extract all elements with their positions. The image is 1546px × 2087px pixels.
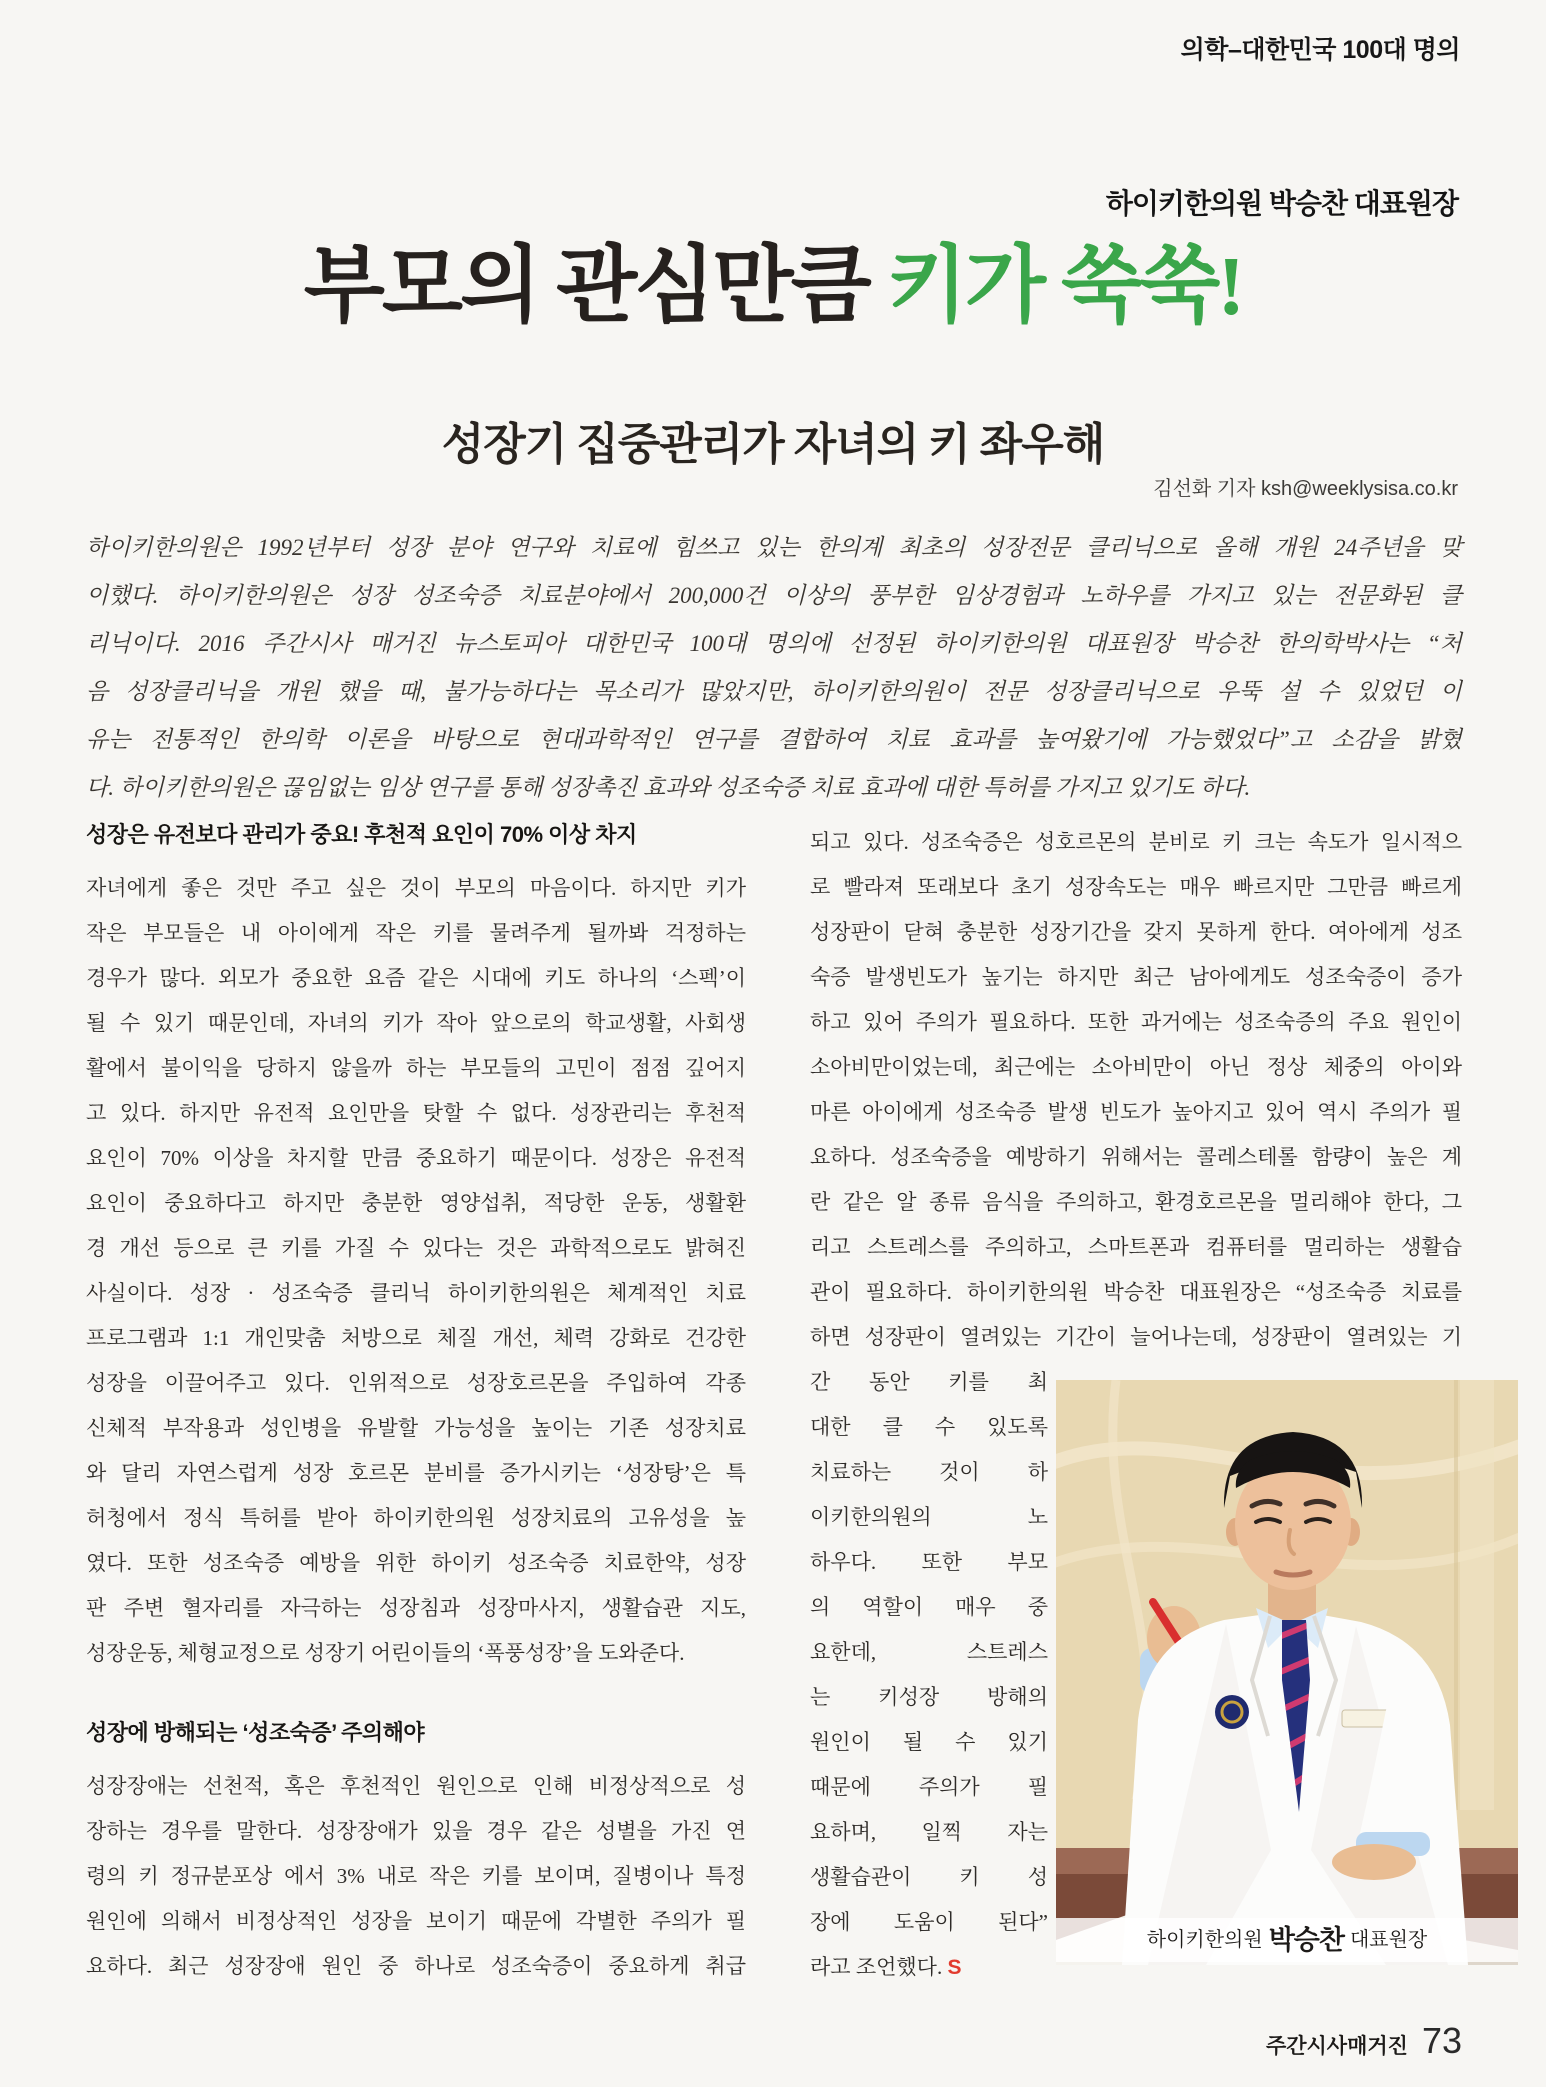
text-line: 성장판이 닫혀 충분한 성장기간을 갖지 못하게 한다. 여아에게 성조 — [810, 920, 1462, 944]
text-line: 는 키성장 방해의 — [810, 1685, 1048, 1709]
text-line: 마른 아이에게 성조숙증 발생 빈도가 높아지고 있어 역시 주의가 필 — [810, 1100, 1462, 1124]
text-line: 성장장애는 선천적, 혹은 후천적인 원인으로 인해 비정상적으로 성 — [86, 1774, 746, 1798]
article-title — [0, 218, 1546, 339]
text-line: 유는 전통적인 한의학 이론을 바탕으로 현대과학적인 연구를 결합하여 치료 효과를 높여왔기에 가능했었다”고 소감을 밝혔 — [86, 727, 1462, 752]
text-line: 이했다. 하이키한의원은 성장 성조숙증 치료분야에서 200,000건 이상의 풍부한 임상경험과 노하우를 가지고 있는 전문화된 클 — [86, 583, 1462, 608]
text-line: 작은 부모들은 내 아이에게 작은 키를 물려주게 될까봐 걱정하는 — [86, 921, 746, 945]
text-line: 숙증 발생빈도가 높기는 하지만 최근 남아에게도 성조숙증이 증가 — [810, 965, 1462, 989]
photo-caption — [1056, 1918, 1518, 1962]
text-line: 대한 클 수 있도록 — [810, 1415, 1048, 1439]
article-title-black: 부모의 관심만큼 — [303, 240, 887, 333]
text-line: 다. 하이키한의원은 끊임없는 임상 연구를 통해 성장촉진 효과와 성조숙증 치료 효과에 대한 특허를 가지고 있기도 하다. — [86, 775, 1251, 800]
text-line: 이키한의원의 노 — [810, 1505, 1048, 1529]
text-line: 와 달리 자연스럽게 성장 호르몬 분비를 증가시키는 ‘성장탕’은 특 — [86, 1461, 746, 1485]
text-line: 사실이다. 성장 · 성조숙증 클리닉 하이키한의원은 체계적인 치료 — [86, 1281, 746, 1305]
byline: 김선화 기자 ksh@weeklysisa.co.kr — [1153, 478, 1458, 500]
text-line: 리닉이다. 2016 주간시사 매거진 뉴스토피아 대한민국 100대 명의에 선정된 하이키한의원 대표원장 박승찬 한의학박사는 “처 — [86, 631, 1462, 656]
text-line: 하면 성장판이 열려있는 기간이 늘어나는데, 성장판이 열려있는 기 — [810, 1325, 1462, 1349]
text-line: 하우다. 또한 부모 — [810, 1550, 1048, 1574]
article-subtitle: 성장기 집중관리가 자녀의 키 좌우해 — [441, 420, 1105, 469]
body-paragraph-4-narrow — [810, 1360, 1048, 1945]
text-line: 요인이 70% 이상을 차지할 만큼 중요하기 때문이다. 성장은 유전적 — [86, 1146, 746, 1170]
text-line: 장하는 경우를 말한다. 성장장애가 있을 경우 같은 성별을 가진 연 — [86, 1819, 746, 1843]
text-line: 허청에서 정식 특허를 받아 하이키한의원 성장치료의 고유성을 높 — [86, 1506, 746, 1530]
caption-clinic: 하이키한의원 — [1146, 1928, 1263, 1951]
body-paragraph-2 — [86, 1764, 746, 1989]
end-mark-s: S — [947, 1956, 962, 1979]
text-line: 하이키한의원은 1992년부터 성장 분야 연구와 치료에 힘쓰고 있는 한의계 최초의 성장전문 클리닉으로 올해 개원 24주년을 맞 — [86, 535, 1462, 560]
section-heading-precocious-puberty: 성장에 방해되는 ‘성조숙증’ 주의해야 — [86, 1720, 425, 1745]
section-kicker: 의학–대한민국 100대 명의 — [1180, 36, 1460, 64]
doctor-photo — [1056, 1380, 1518, 1965]
text-line: 관이 필요하다. 하이키한의원 박승찬 대표원장은 “성조숙증 치료를 — [810, 1280, 1462, 1304]
text-line: 란 같은 알 종류 음식을 주의하고, 환경호르몬을 멀리해야 한다, 그 — [810, 1190, 1462, 1214]
text-line: 성장운동, 체형교정으로 성장기 어린이들의 ‘폭풍성장’을 도와준다. — [86, 1641, 685, 1665]
left-column — [86, 820, 746, 1989]
footer-brand: 주간시사매거진 — [1265, 2035, 1408, 2058]
body-paragraph-3 — [810, 820, 1462, 1360]
text-line: 자녀에게 좋은 것만 주고 싶은 것이 부모의 마음이다. 하지만 키가 — [86, 876, 746, 900]
text-line: 판 주변 혈자리를 자극하는 성장침과 성장마사지, 생활습관 지도, — [86, 1596, 746, 1620]
text-line: 하고 있어 주의가 필요하다. 또한 과거에는 성조숙증의 주요 원인이 — [810, 1010, 1462, 1034]
pretitle-clinic-director: 하이키한의원 박승찬 대표원장 — [1105, 188, 1458, 219]
text-line: 였다. 또한 성조숙증 예방을 위한 하이키 성조숙증 치료한약, 성장 — [86, 1551, 746, 1575]
article-title-highlight: 키가 쑥쑥! — [886, 240, 1243, 333]
text-line: 리고 스트레스를 주의하고, 스마트폰과 컴퓨터를 멀리하는 생활습 — [810, 1235, 1462, 1259]
text-line: 경 개선 등으로 큰 키를 가질 수 있다는 것은 과학적으로도 밝혀진 — [86, 1236, 746, 1260]
page-footer — [1266, 2020, 1462, 2062]
right-column — [810, 820, 1462, 1990]
text-line: 로 빨라져 또래보다 초기 성장속도는 매우 빠르지만 그만큼 빠르게 — [810, 875, 1462, 899]
text-line: 간 동안 키를 최 — [810, 1370, 1048, 1394]
text-line: 치료하는 것이 하 — [810, 1460, 1048, 1484]
closing-line — [810, 1945, 1048, 1990]
text-line: 성장을 이끌어주고 있다. 인위적으로 성장호르몬을 주입하여 각종 — [86, 1371, 746, 1395]
text-line: 의 역할이 매우 중 — [810, 1595, 1048, 1619]
text-line: 원인에 의해서 비정상적인 성장을 보이기 때문에 각별한 주의가 필 — [86, 1909, 746, 1933]
text-line: 요하며, 일찍 자는 — [810, 1820, 1048, 1844]
text-line: 활에서 불이익을 당하지 않을까 하는 부모들의 고민이 점점 깊어지 — [86, 1056, 746, 1080]
text-line: 소아비만이었는데, 최근에는 소아비만이 아닌 정상 체중의 아이와 — [810, 1055, 1462, 1079]
lead-paragraph — [86, 524, 1462, 812]
text-line: 요하다. 최근 성장장애 원인 중 하나로 성조숙증이 중요하게 취급 — [86, 1954, 746, 1978]
text-line: 생활습관이 키 성 — [810, 1865, 1048, 1889]
text-line: 요인이 중요하다고 하지만 충분한 영양섭취, 적당한 운동, 생활환 — [86, 1191, 746, 1215]
text-line: 장에 도움이 된다” — [810, 1910, 1048, 1934]
text-line: 신체적 부작용과 성인병을 유발할 가능성을 높이는 기존 성장치료 — [86, 1416, 746, 1440]
doctor-photo-illustration — [1056, 1380, 1518, 1965]
text-line: 프로그램과 1:1 개인맞춤 처방으로 체질 개선, 체력 강화로 건강한 — [86, 1326, 746, 1350]
text-line: 되고 있다. 성조숙증은 성호르몬의 분비로 키 크는 속도가 일시적으 — [810, 830, 1462, 854]
closing-text: 라고 조언했다. — [810, 1955, 948, 1979]
text-line: 고 있다. 하지만 유전적 요인만을 탓할 수 없다. 성장관리는 후천적 — [86, 1101, 746, 1125]
text-line: 될 수 있기 때문인데, 자녀의 키가 작아 앞으로의 학교생활, 사회생 — [86, 1011, 746, 1035]
section-heading-growth-management: 성장은 유전보다 관리가 중요! 후천적 요인이 70% 이상 차지 — [86, 822, 637, 847]
body-paragraph-1 — [86, 866, 746, 1676]
text-line: 요한데, 스트레스 — [810, 1640, 1048, 1664]
text-line: 요하다. 성조숙증을 예방하기 위해서는 콜레스테롤 함량이 높은 계 — [810, 1145, 1462, 1169]
text-line: 음 성장클리닉을 개원 했을 때, 불가능하다는 목소리가 많았지만, 하이키한의원이 전문 성장클리닉으로 우뚝 설 수 있었던 이 — [86, 679, 1462, 704]
caption-doctor-name: 박승찬 — [1268, 1924, 1344, 1955]
text-line: 원인이 될 수 있기 — [810, 1730, 1048, 1754]
text-line: 경우가 많다. 외모가 중요한 요즘 같은 시대에 키도 하나의 ‘스펙’이 — [86, 966, 746, 990]
caption-title: 대표원장 — [1349, 1928, 1428, 1951]
page-number: 73 — [1421, 2020, 1462, 2061]
text-line: 때문에 주의가 필 — [810, 1775, 1048, 1799]
text-line: 령의 키 정규분포상 에서 3% 내로 작은 키를 보이며, 질병이나 특정 — [86, 1864, 746, 1888]
